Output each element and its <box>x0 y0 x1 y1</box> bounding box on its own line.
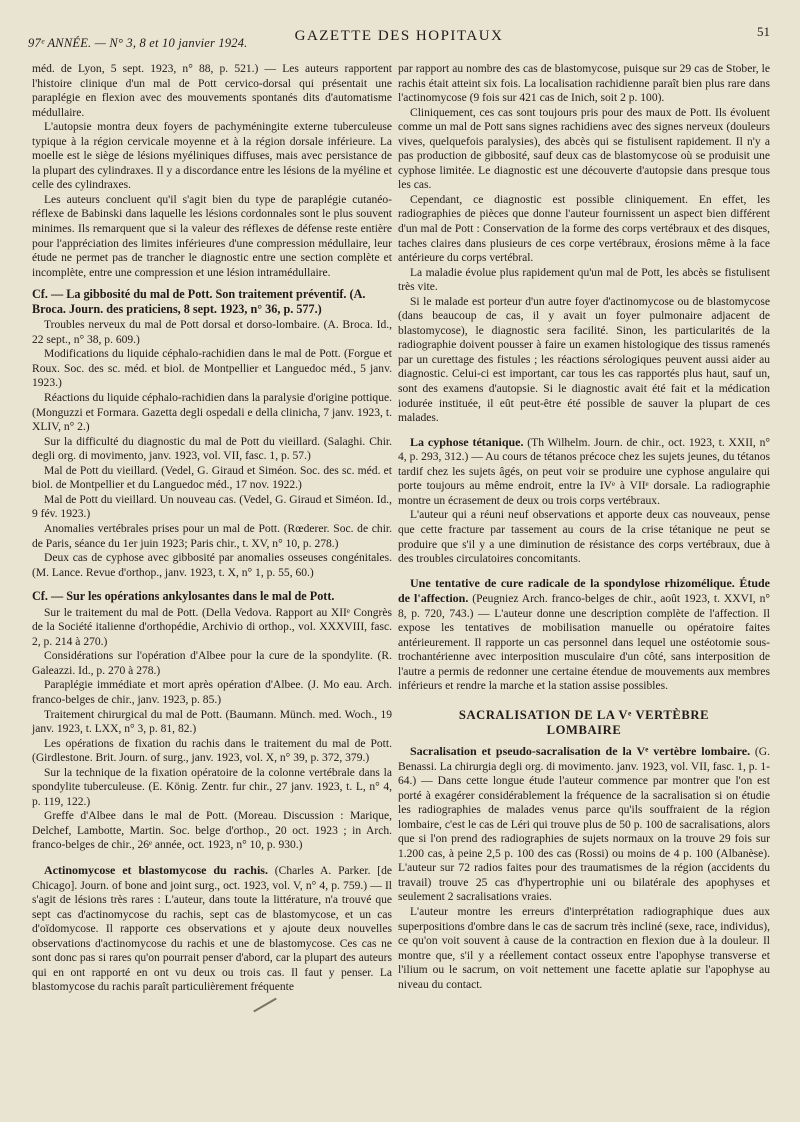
paragraph: L'auteur montre les erreurs d'interprétation radiographique dues aux superpositions d'ombre dans le cas de sacrum très incliné (sexe, race, individus), ce qu'on voit souvent à cause de la contraction en flexion due à la douleur. Il montre que, s'il y a réellement contact osseux entre l'apophyse transverse et l'ilium ou le sacrum, on voit nettement une facette aplatie sur l'apophyse au niveau du contact. <box>398 905 770 991</box>
article-spondylose <box>398 576 770 694</box>
section-heading-cf-gibbosite: Cf. — La gibbosité du mal de Pott. Son traitement préventif. (A. Broca. Journ. des praticiens, 8 sept. 1923, n° 36, p. 577.) <box>32 287 366 316</box>
paragraph: Si le malade est porteur d'un autre foyer d'actinomycose ou de blastomycose (dans beaucoup de cas, il y avait un foyer pulmonaire adjacent de blastomycose), le diagnostic sera facilité. Sinon, les particularités de la radiographie doivent pousser à faire un examen histologique des tissus ramenés par un curettage des fistules ; les réactions sérologiques peuvent aussi aider au diagnostic. Celui-ci est important, car tous les cas rapportés plus haut, sauf un, sont des examens d'autopsie. Si le diagnostic avait été fait et la médication iodurée instituée, il eût peut-être été possible de sauver la plupart de ces malades. <box>398 295 770 425</box>
issue-line: 97ᵉ ANNÉE. — N° 3, 8 et 10 janvier 1924. <box>28 36 248 50</box>
journal-title: GAZETTE DES HOPITAUX <box>294 28 504 44</box>
reference-item: Considérations sur l'opération d'Albee pour la cure de la spondylite. (R. Galeazzi. Id., p. 270 à 278.) <box>32 650 392 677</box>
article-body: (Charles A. Parker. [de Chicago]. Journ. of bone and joint surg., oct. 1923, vol. V, n° 4, p. 759.) — Il s'agit de lésions très rares : L'auteur, dans toute la littérature, n'a trouvé que sept cas d'actinomycose du rachis, sept cas de blastomycose, et un cas d'oïdomycose. Il rapporte ces observations et y ajoute deux nouvelles observations d'actinomycose du rachis et une de blastomycose. Ces cas ne sont donc pas si rares qu'on pourrait penser d'abord, car la plupart des auteurs qui en ont rapporté en ont vu deux ou trois cas. Il faut y penser. La blastomycose du rachis paraît particulièrement fréquente <box>32 864 393 994</box>
right-column <box>398 62 770 992</box>
reference-item: Sur la technique de la fixation opératoire de la colonne vertébrale dans la spondylite tuberculeuse. (E. König. Zentr. fur chir., 27 janv. 1923, t. L, n° 4, p. 119, 122.) <box>32 766 392 808</box>
reference-item: Deux cas de cyphose avec gibbosité par anomalies osseuses congénitales. (M. Lance. Revue d'orthop., janv. 1923, t. X, n° 1, p. 55, 60.) <box>32 552 392 579</box>
reference-item: Paraplégie immédiate et mort après opération d'Albee. (J. Mo eau. Arch. franco-belges de chir., janv. 1923, p. 85.) <box>32 679 392 706</box>
article-title: Actinomycose et blastomycose du rachis. <box>44 862 268 877</box>
paragraph: Cependant, ce diagnostic est possible cliniquement. En effet, les radiographies de pièces que donne l'auteur fournissent un aspect bien différent d'un mal de Pott : Conservation de la forme des corps vertébraux et des disques, taches claires dans plusieurs de ces corpe vertébraux, érosions même à la face antérieure du corps vertébral. <box>398 193 770 265</box>
reference-item: Mal de Pott du vieillard. Un nouveau cas. (Vedel, G. Giraud et Siméon. Id., 9 fév. 1923.) <box>32 493 392 521</box>
article-title: Sacralisation et pseudo-sacralisation de la Vᵉ vertèbre lombaire. <box>410 743 751 758</box>
reference-list-1 <box>32 318 392 580</box>
reference-item: Mal de Pott du vieillard. (Vedel, G. Giraud et Siméon. Soc. des sc. méd. et biol. de Montpellier et du Languedoc méd., 17 nov. 1922.) <box>32 464 392 492</box>
reference-item: Sur le traitement du mal de Pott. (Della Vedova. Rapport au XIIᵉ Congrès de la Société italienne d'orthopédie, Archivio di orthop., vol. XXXVIII, fasc. 2, p. 214 à 270.) <box>32 606 392 648</box>
reference-item: Greffe d'Albee dans le mal de Pott. (Moreau. Discussion : Marique, Delchef, Lambotte, Martin. Soc. belge d'orthop., 20 oct. 1923 ; in Arch. franco-belges de chir., 26ᵉ année, oct. 1923, n° 10, p. 930.) <box>32 810 392 852</box>
page-number: 51 <box>757 24 770 39</box>
article-title: La cyphose tétanique. <box>410 434 524 449</box>
reference-item: Anomalies vertébrales prises pour un mal de Pott. (Rœderer. Soc. de chir. de Paris, séance du 1er juin 1923; Paris chir., t. XV, n° 10, p. 278.) <box>32 522 392 550</box>
article-title: Une tentative de cure radicale de la spondylose rhizomélique. Étude de l'affection. <box>398 575 770 606</box>
article-cyphose-tetanique <box>398 435 770 509</box>
reference-item: Sur la difficulté du diagnostic du mal de Pott du vieillard. (Salaghi. Chir. degli org. di movimento, janv. 1923, vol. VII, fasc. 1, p. 57.) <box>32 435 392 463</box>
paragraph: L'auteur qui a réuni neuf observations et apporte deux cas nouveaux, pense que cette fracture par tassement au cours de la crise tétanique ne peut se produire que s'il y a une diminution de résistance des corps vertébraux, due à des troubles circulatoires concomitants. <box>398 509 770 566</box>
left-column <box>32 62 392 995</box>
reference-list-2 <box>32 606 392 853</box>
reference-item: Les opérations de fixation du rachis dans le traitement du mal de Pott. (Girdlestone. Brit. Journ. of surg., janv. 1923, vol. X, n° 39, p. 372, 379.) <box>32 737 392 765</box>
reference-item: Réactions du liquide céphalo-rachidien dans la paralysie d'origine pottique. (Monguzzi et Formara. Gazetta degli ospedali e della clinicha, 7 janv. 1923, t. XLIV, n° 2.) <box>32 392 392 434</box>
reference-item: Traitement chirurgical du mal de Pott. (Baumann. Münch. med. Woch., 19 janv. 1923, t. LXX, n° 3, p. 81, 82.) <box>32 708 392 736</box>
article-body: (Peugniez Arch. franco-belges de chir., août 1923, t. XXVI, n° 8, p. 720, 743.) — L'auteur donne une description complète de l'affection. Il expose les tentatives de mobilisation manuelle ou opératoire faites antérieurement. Il rapporte un cas personnel dans lequel une ostéotomie sous-trochantérienne avec interposition musculaire d'un côté, sans interposition de l'autre a permis de redonner une certaine étendue de mouvements aux membres inférieurs et rendre la marche et la station assise possibles. <box>398 593 770 693</box>
article-body: (Th Wilhelm. Journ. de chir., oct. 1923, t. XXII, n° 4, p. 293, 312.) — Au cours de tétanos précoce chez les sujets jeunes, du tétanos tardif chez les sujets âgés, on peut voir se produire une cyphose angulaire qui porte toujours au même endroit, entre la IVᵉ à VIIᵉ dorsale. La radiographie montre un écrasement de deux ou trois corps vertébraux. <box>398 436 770 507</box>
heading-line: LOMBAIRE <box>546 722 622 737</box>
paragraph: méd. de Lyon, 5 sept. 1923, n° 88, p. 521.) — Les auteurs rapportent l'histoire clinique d'un mal de Pott cervico-dorsal qui présentait une paraplégie en flexion avec des mouvements spontanés dits d'automatisme médullaire. <box>32 63 392 119</box>
article-actinomycose <box>32 863 392 995</box>
article-body: (G. Benassi. La chirurgia degli org. di movimento. janv. 1923, vol. VII, fasc. 1, p. 1-64.) — Dans cette longue étude l'auteur commence par montrer que l'on est porté à exagérer considérablement la fréquence de la sacralisation si on étudie les radiographies de malades venus parce qu'ils souffraient de la région lombaire, c'est le cas de Léri qui trouve plus de 50 p. 100 de sacralisations, alors que si l'on prend des radiographies de sujets normaux on la trouve 29 fois sur 1.200 cas, à peine 2,5 p. 100 des cas (Rossi) ou moins de 4 p. 100 (Albanèse). L'auteur sur 72 radios faites pour des traumatismes de la région (accidents du travail) trouve 25 cas d'hypertrophie uni ou bilatérale des apophyses et seulement 2 sacralisations vraies. <box>398 745 770 904</box>
reference-item: Modifications du liquide céphalo-rachidien dans le mal de Pott. (Forgue et Roux. Soc. des sc. méd. et biol. de Montpellier et Languedoc méd., 5 janv. 1923.) <box>32 348 392 390</box>
pencil-mark <box>253 998 277 1013</box>
paragraph: L'autopsie montra deux foyers de pachyméningite externe tuberculeuse typique à la région cervicale moyenne et à la région dorsale inférieure. La moelle est le siège de lésions myéliniques diffuses, mais avec persistance de la plupart des cylindraxes. Il y a discordance entre les lésions de la myéline et celle des cylindraxes. <box>32 121 392 192</box>
section-heading-sacralisation <box>398 708 770 738</box>
paragraph: Cliniquement, ces cas sont toujours pris pour des maux de Pott. Ils évoluent comme un mal de Pott sans signes rachidiens avec des signes nerveux (douleurs vives, quelquefois paralysies), des abcès qui se fistulisent rapidement. Il n'y a pas production de gibbosité, sauf deux cas de blastomycose où se produisit une cyphose limitée. Le diagnostic est une découverte d'autopsie dans presque tous les cas. <box>398 106 770 192</box>
paragraph: Les auteurs concluent qu'il s'agit bien du type de paraplégie cutanéo-réflexe de Babinski dans laquelle les lésions cordonnales sont le plus souvent minimes. Ils remarquent que si la valeur des réflexes de défense reste entière pour l'appréciation des limites inférieures d'une compression médullaire, leur étude ne permet pas de trancher le diagnostic entre une section complète et incomplète, entre une compression et une lésion intramédullaire. <box>32 193 392 279</box>
paragraph: La maladie évolue plus rapidement qu'un mal de Pott, les abcès se fistulisent très vite. <box>398 266 770 294</box>
running-header <box>28 24 770 50</box>
article-sacralisation <box>398 744 770 905</box>
paragraph: par rapport au nombre des cas de blastomycose, puisque sur 29 cas de Stober, le rachis était atteint six fois. La localisation rachidienne paraît bien plus rare dans l'actinomycose (9 fois sur 421 cas de Inich, soit 2 p. 100). <box>398 63 770 105</box>
heading-line: SACRALISATION DE LA Vᵉ VERTÈBRE <box>458 707 710 722</box>
reference-item: Troubles nerveux du mal de Pott dorsal et dorso-lombaire. (A. Broca. Id., 22 sept., n° 38, p. 609.) <box>32 319 392 346</box>
section-heading-cf-ankylosantes: Cf. — Sur les opérations ankylosantes dans le mal de Pott. <box>32 589 335 604</box>
